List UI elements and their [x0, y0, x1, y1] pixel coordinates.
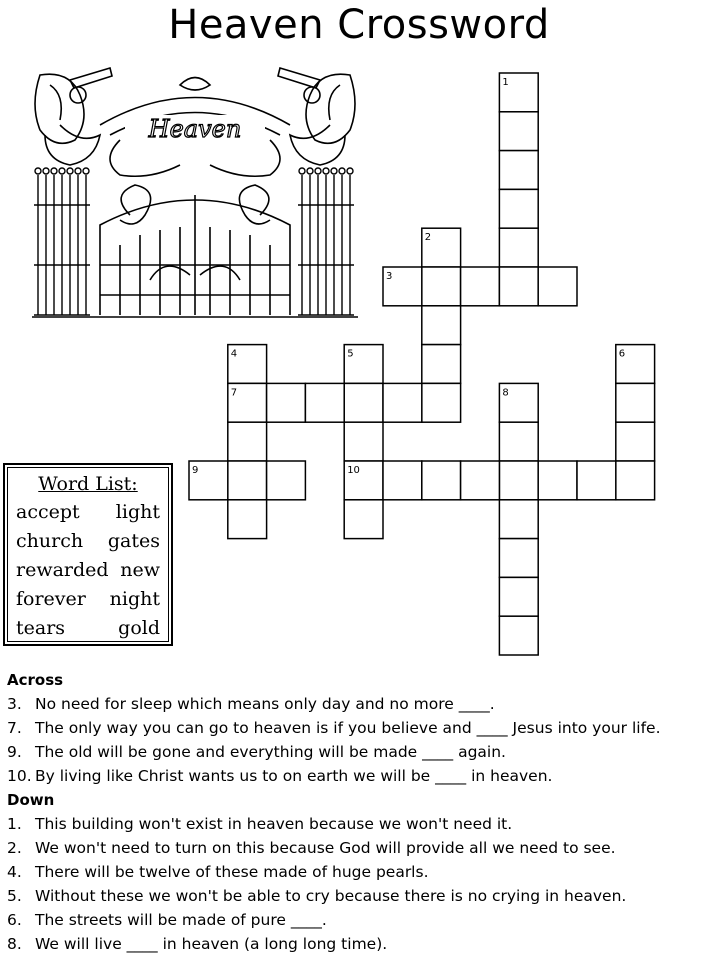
- clue-number: 1.: [7, 815, 22, 833]
- crossword-cell[interactable]: [422, 461, 461, 500]
- down-clue: [7, 836, 712, 860]
- crossword-cell[interactable]: [499, 112, 538, 151]
- clue-text: This building won't exist in heaven because we won't need it.: [35, 815, 513, 833]
- clue-number: 3.: [7, 695, 22, 713]
- crossword-cell[interactable]: [422, 383, 461, 422]
- crossword-cell[interactable]: [267, 461, 306, 500]
- crossword-cell[interactable]: [538, 267, 577, 306]
- crossword-cell[interactable]: [228, 500, 267, 539]
- clue-number-label: 2: [424, 232, 432, 244]
- crossword-cell[interactable]: [499, 500, 538, 539]
- down-heading: Down: [7, 791, 55, 809]
- clue-number: 6.: [7, 911, 22, 929]
- left-angel-icon: [35, 68, 112, 165]
- down-clue: [7, 932, 712, 956]
- crossword-cell[interactable]: [422, 345, 461, 384]
- crossword-cell[interactable]: [499, 189, 538, 228]
- word-list-row: [8, 614, 168, 643]
- clue-number-label: 1: [502, 77, 509, 88]
- crossword-cell[interactable]: [422, 306, 461, 345]
- word-list-row: [8, 498, 168, 527]
- clue-number-label: 5: [347, 348, 354, 360]
- word-list-item: accept: [16, 501, 80, 523]
- clue-number: 2.: [7, 839, 22, 857]
- clue-number-label: 3: [386, 271, 393, 282]
- crossword-cell[interactable]: [616, 422, 655, 461]
- clue-number-label: 7: [230, 387, 238, 399]
- word-list-row: [8, 527, 168, 556]
- across-clue: [7, 716, 712, 740]
- crossword-cell[interactable]: [499, 616, 538, 655]
- crossword-cell[interactable]: [499, 228, 538, 267]
- crossword-cell[interactable]: [499, 577, 538, 616]
- word-list-row: [8, 556, 168, 585]
- crossword-cell[interactable]: [267, 383, 306, 422]
- crossword-cell[interactable]: [499, 539, 538, 578]
- crossword-cell[interactable]: [228, 461, 267, 500]
- clue-text: The old will be gone and everything will be made ____ again.: [35, 743, 506, 761]
- clue-number-label: 9: [192, 465, 199, 476]
- clue-number: 10.: [7, 767, 32, 785]
- clue-number: 4.: [7, 863, 22, 881]
- heaven-gates-illustration: [30, 65, 360, 320]
- across-clue: [7, 764, 712, 788]
- word-list-title: Word List:: [38, 473, 138, 495]
- word-list-item: forever: [16, 588, 86, 610]
- clue-number: 7.: [7, 719, 22, 737]
- crossword-cell[interactable]: [538, 461, 577, 500]
- crossword-cell[interactable]: [461, 267, 500, 306]
- word-list-box: [3, 463, 173, 646]
- crossword-cell[interactable]: [383, 461, 422, 500]
- crossword-cell[interactable]: [616, 461, 655, 500]
- clues-section: [7, 668, 712, 956]
- clue-number: 8.: [7, 935, 22, 953]
- across-clue: [7, 692, 712, 716]
- crossword-cell[interactable]: [499, 461, 538, 500]
- crossword-cell[interactable]: [344, 383, 383, 422]
- heaven-banner-text: Heaven: [148, 115, 242, 143]
- across-clue: [7, 740, 712, 764]
- clue-number-label: 8: [502, 387, 509, 399]
- clue-text: Without these we won't be able to cry because there is no crying in heaven.: [35, 887, 627, 905]
- right-angel-icon: [278, 68, 355, 165]
- crossword-cell[interactable]: [344, 500, 383, 539]
- word-list-item: church: [16, 530, 84, 552]
- clue-text: We won't need to turn on this because God will provide all we need to see.: [35, 839, 616, 857]
- crossword-cell[interactable]: [577, 461, 616, 500]
- clue-text: There will be twelve of these made of huge pearls.: [35, 863, 429, 881]
- crossword-cell[interactable]: [461, 461, 500, 500]
- word-list-item: new: [120, 559, 160, 581]
- crossword-cell[interactable]: [499, 267, 538, 306]
- clue-text: The only way you can go to heaven is if you believe and ____ Jesus into your life.: [35, 719, 661, 737]
- page-title: Heaven Crossword: [168, 2, 550, 48]
- clue-text: By living like Christ wants us to on earth we will be ____ in heaven.: [35, 767, 553, 785]
- down-clue: [7, 860, 712, 884]
- clue-number-label: 10: [347, 465, 360, 476]
- crossword-cell[interactable]: [344, 422, 383, 461]
- word-list-item: gates: [107, 530, 160, 552]
- clue-number: 5.: [7, 887, 22, 905]
- clue-text: We will live ____ in heaven (a long long time).: [35, 935, 388, 953]
- down-clue: [7, 812, 712, 836]
- crossword-cell[interactable]: [305, 383, 344, 422]
- crossword-cell[interactable]: [383, 383, 422, 422]
- clue-number-label: 6: [618, 348, 626, 360]
- crossword-cell[interactable]: [499, 151, 538, 190]
- crossword-cell[interactable]: [499, 422, 538, 461]
- word-list-item: tears: [16, 617, 66, 639]
- down-clue: [7, 884, 712, 908]
- clue-number: 9.: [7, 743, 22, 761]
- word-list-item: gold: [118, 617, 160, 639]
- crossword-cell[interactable]: [422, 267, 461, 306]
- word-list-item: rewarded: [16, 559, 109, 581]
- clue-text: No need for sleep which means only day and no more ____.: [35, 695, 495, 713]
- word-list-row: [8, 585, 168, 614]
- across-heading: Across: [7, 671, 64, 689]
- word-list-item: light: [115, 501, 160, 523]
- down-clue: [7, 908, 712, 932]
- crossword-cell[interactable]: [616, 383, 655, 422]
- word-list-item: night: [109, 588, 160, 610]
- clue-text: The streets will be made of pure ____.: [35, 911, 327, 929]
- clue-number-label: 4: [230, 348, 238, 360]
- crossword-cell[interactable]: [228, 422, 267, 461]
